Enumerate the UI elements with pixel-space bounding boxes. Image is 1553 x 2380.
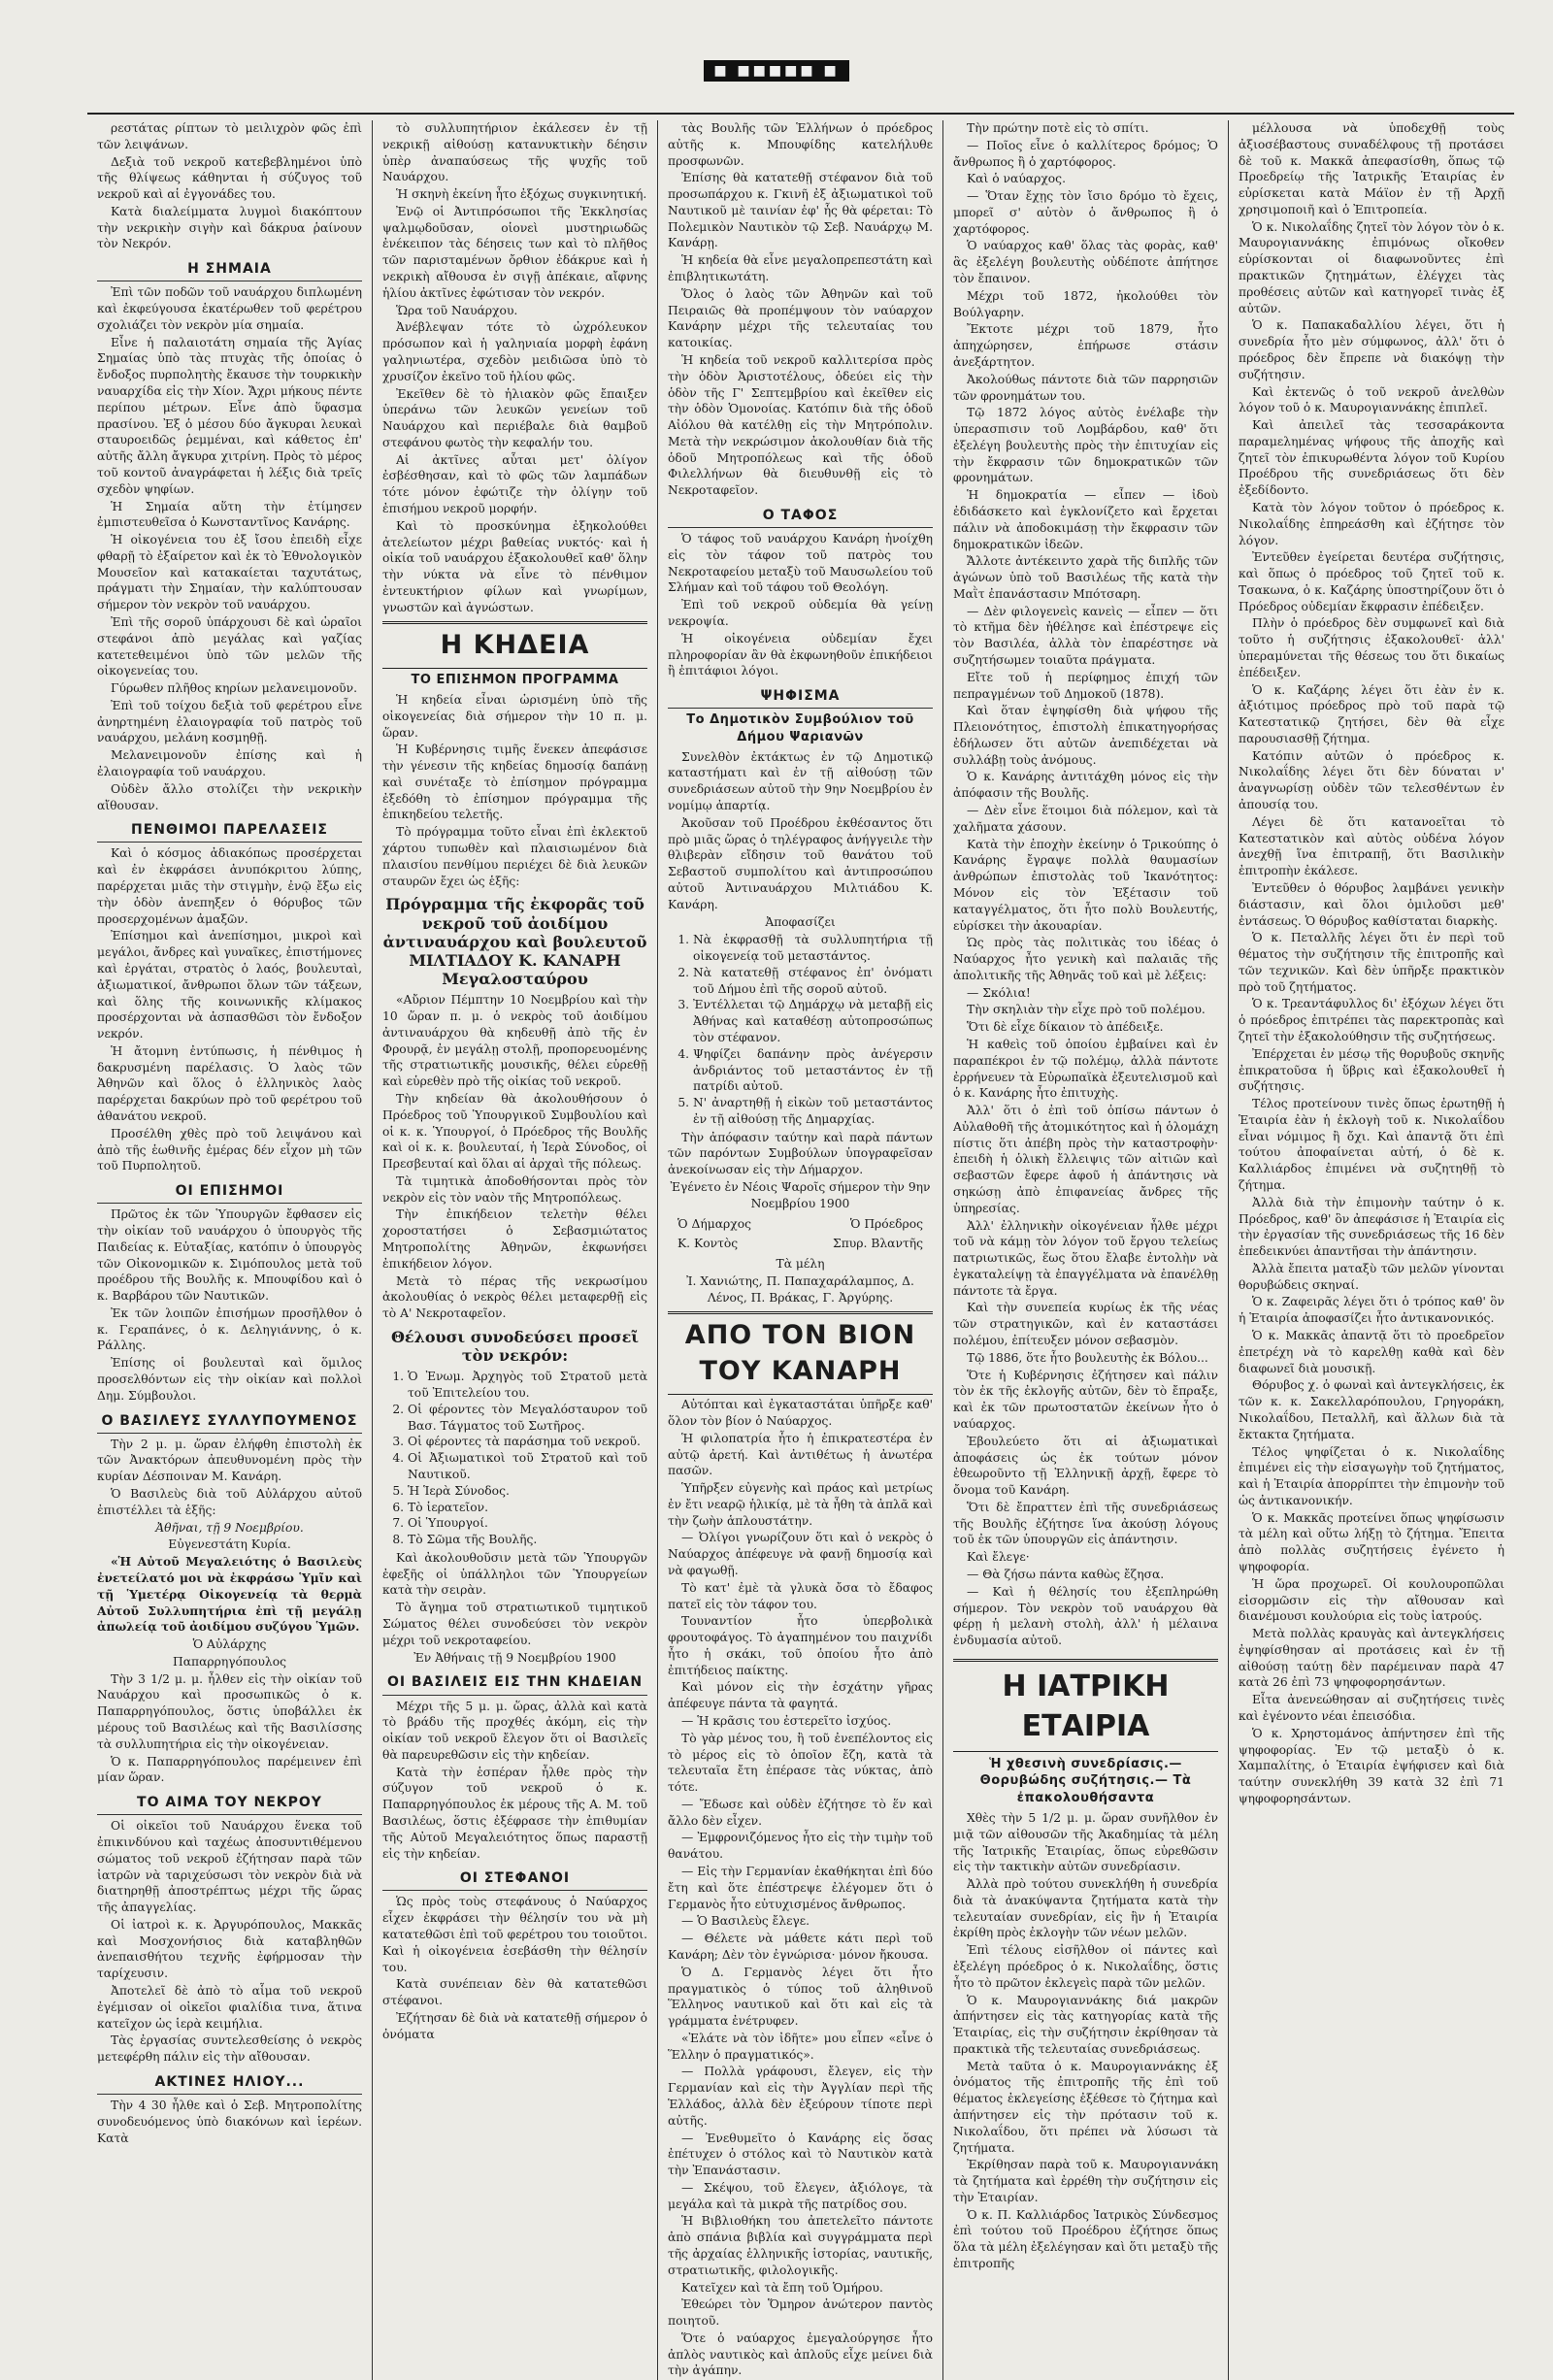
paragraph: Μέχρι τῆς 5 μ. μ. ὥρας, ἀλλὰ καὶ κατὰ τὸ βράδυ τῆς προχθές ἀκόμη, εἰς τὴν οἰκίαν τοῦ νεκροῦ ἔλεγον ὅτι οἱ Βασιλεῖς θὰ παρευρεθῶσιν εἰς τὴν κηδείαν. <box>382 1699 647 1762</box>
paragraph: Τὸ πρόγραμμα τοῦτο εἶναι ἐπὶ ἐκλεκτοῦ χάρτου τυπωθὲν καὶ πλαισιωμένον διὰ πλαισίου πενθίμου περιέχει δὲ διὰ λευκῶν σταυρῶν ἔχει ὡς ἑξῆς: <box>382 825 647 888</box>
paragraph: Ὁ κ. Κανάρης ἀντιτάχθη μόνος εἰς τὴν ἀπόφασιν τῆς Βουλῆς. <box>953 770 1218 801</box>
section-heading: Η ΣΗΜΑΙΑ <box>97 260 362 281</box>
paragraph: Θόρυβος χ. ὁ φωναὶ καὶ ἀντεγκλήσεις, ἐκ τῶν κ. κ. Σακελλαρόπουλου, Γρηγοράκη, Νικολαΐδου, Πεταλλῆ, καὶ ἄλλων διὰ τὰ ἔκτακτα ζητήματα. <box>1239 1378 1504 1441</box>
article-headline: ΑΠΟ ΤΟΝ ΒΙΟΝ ΤΟΥ ΚΑΝΑΡΗ <box>668 1311 933 1395</box>
paragraph: — Ὁ Βασιλεὺς ἔλεγε. <box>681 1914 810 1929</box>
paragraph: Τέλος προτείνουν τινὲς ὅπως ἐρωτηθῇ ἡ Ἑταιρία ἐὰν ἡ ἐκλογὴ τοῦ κ. Νικολαΐδου εἶναι νόμιμος ἢ ὄχι. Καὶ ἀπαντᾷ ὅτι ἐπὶ τούτου ἀποφαίνεται αὐτή, ὁ δὲ κ. Καλλιάρδος ἐπιμένει νὰ συζητηθῇ τὸ ζήτημα. <box>1239 1097 1504 1192</box>
paragraph: Ὅτε ὁ ναύαρχος ἐμεγαλούργησε ἦτο ἀπλὸς ναυτικὸς καὶ ἀπλοῦς εἶχε μείνει διὰ τὴν ἀγάπην. <box>668 2330 933 2378</box>
paragraph: — Σκέψου, τοῦ ἔλεγεν, ἀξιόλογε, τὰ μεγάλα καὶ τὰ μικρὰ τῆς πατρίδος σου. <box>668 2180 933 2211</box>
paragraph: Ἐπίσημοι καὶ ἀνεπίσημοι, μικροὶ καὶ μεγάλοι, ἄνδρες καὶ γυναῖκες, ἐπιστήμονες καὶ ἐργάται, στρατὸς ὁ λαός, βουλευταὶ, ἀξιωματικοί, ἄνθρωποι ὅλων τῶν τάξεων, καὶ ὅλης τῆς κοινωνικῆς κλίμακος προσέρχονται νὰ ἀσπασθῶσι τὸν ἔνδοξον νεκρόν. <box>97 929 362 1041</box>
paragraph: Ὅτι δὲ ἔπραττεν ἐπὶ τῆς συνεδριάσεως τῆς Βουλῆς ἐζήτησε ἵνα ἀκούσῃ λόγους τοῦ ἐκ τῶν ὑπουργῶν εἰς ἀπάντησιν. <box>953 1500 1218 1547</box>
paragraph: Καὶ ὅταν ἐψηφίσθη διὰ ψήφου τῆς Πλειονότητος, ἐπιστολὴ ἐπικατηγορήσας ἐδήλωσεν ὅτι αὐτῶν ἀνεπιδέχεται νὰ συλλάβῃ τοὺς ἀνόμους. <box>953 704 1218 767</box>
paragraph: Ἐνῷ οἱ Ἀντιπρόσωποι τῆς Ἐκκλησίας ψαλμῳδοῦσαν, οἱονεὶ μυστηριωδῶς ἐνέκειπον τὰς δέησεις των καὶ τὸ πλῆθος τῶν παρισταμένων ὄρθιον ἐδάκρυε καὶ ἡ νεκρικὴ αἴθουσα ἐν σιγῇ ἀπέκαιε, αἴφνης ἡλίου ἀκτῖνες ἐφώτισαν τὸν νεκρόν. <box>382 204 647 300</box>
paragraph: Τὰς ἐργασίας συντελεσθείσης ὁ νεκρὸς μετεφέρθη πάλιν εἰς τὴν αἴθουσαν. <box>97 2033 362 2065</box>
paragraph: Καὶ τὴν συνεπεία κυρίως ἐκ τῆς νέας τῶν στρατηγικῶν, καὶ ἐν καταστάσει πολέμου, ἐπίτευξεν μόνον σεβασμὸν. <box>953 1301 1218 1348</box>
paragraph: Καὶ ἀπειλεῖ τὰς τεσσαράκοντα παραμελημένας ψήφους τῆς ἀποχῆς καὶ ζητεῖ τὸν ἐπικυρωθέντα λόγον τοῦ Κυρίου Προέδρου τῆς συνεδριάσεως ὅτι δὲν ἐξεδίδοντο. <box>1239 418 1504 498</box>
paragraph: Ἀλλὰ πρὸ τούτου συνεκλήθη ἡ συνεδρία διὰ τὰ ἀνακύψαντα ζητήματα κατὰ τὴν τελευταίαν συνεδρίαν, εἰς ἣν ἡ Ἐταιρία ἐκρίθη πρὸς ἐκλογὴν τῶν νέων μελῶν. <box>953 1877 1218 1940</box>
paragraph: Κατὰ τὸν λόγον τοῦτον ὁ πρόεδρος κ. Νικολαΐδης ἐπηρεάσθη καὶ ἐζήτησε τὸν λόγον. <box>1239 500 1504 547</box>
paragraph: Ὁ κ. Τρεαντάφυλλος δι' ἐξόχων λέγει ὅτι ὁ πρόεδρος ἐπιτρέπει τὰς παρεκτροπὰς καὶ ζητεῖ τὴν ἐξακολούθησιν τῆς συζητήσεως. <box>1239 997 1504 1043</box>
paragraph: Ἡ σκηνὴ ἐκείνη ἦτο ἐξόχως συγκινητική. <box>396 187 647 202</box>
paragraph: Ἄλλοτε ἀντέκειντο χαρὰ τῆς διπλῆς τῶν ἀγώνων ὑπὸ τοῦ Βασιλέως τῆς κατὰ τὴν Μαῒτ ἐπανάστασιν Μπότσαρη. <box>953 554 1218 601</box>
paragraph: — Πολλὰ γράφουσι, ἔλεγεν, εἰς τὴν Γερμανίαν καὶ εἰς τὴν Ἀγγλίαν περὶ τῆς Ἑλλάδος, ἀλλὰ δὲν ἐξεύρουν τίποτε περὶ αὐτῆς. <box>668 2065 933 2128</box>
paragraph: Μέχρι τοῦ 1872, ἠκολούθει τὸν Βούλγαρην. <box>953 288 1218 319</box>
article-headline: Η ΚΗΔΕΙΑ <box>382 621 647 669</box>
newspaper-columns <box>87 120 1514 2378</box>
paragraph: Εἶνε ἡ παλαιοτάτη σημαία τῆς Ἁγίας Σημαίας ὑπὸ τὰς πτυχὰς τῆς ὁποίας ὁ ἔνδοξος πυρπολητὴς ἔκαυσε τὴν τουρκικὴν ναυαρχίδα εἰς τὴν Χίον. Ἄχρι μήκους πέντε περίπου μέτρων. Εἶνε ἀπὸ ὕφασμα πρασίνου. Ἐξ ὁ μέσου δύο ἄγκυραι λευκαὶ σταυροειδῶς ῥεμμέναι, καὶ κάθετος ἐπ' αὐτῆς ἄλλη ἄγκυρα χιτρίνη. Πρὸς τὸ μέρος τοῦ κοντοῦ ἀναγράφεται ἡ λέξις διὰ τρεῖς σχεδὸν ψηφίων. <box>97 335 362 496</box>
paragraph: Ἐν Ἀθήναις τῇ 9 Νοεμβρίου 1900 <box>413 1650 616 1665</box>
column-5 <box>1229 120 1514 2380</box>
paragraph: Ὡς πρὸς τοὺς στεφάνους ὁ Ναύαρχος εἶχεν ἐκφράσει τὴν θέλησίν του νὰ μὴ κατατεθῶσι ἐπὶ τοῦ φερέτρου του τοιοῦτοι. Καὶ ἡ οἰκογένεια ἐσεβάσθη τὴν θέλησίν του. <box>382 1895 647 1974</box>
column-2 <box>373 120 658 2380</box>
paragraph: Τὸ ἄγημα τοῦ στρατιωτικοῦ τιμητικοῦ Σώματος θέλει συνοδεύσει τὸν νεκρὸν μέχρι τοῦ νεκροταφείου. <box>382 1601 647 1647</box>
paragraph: Μετὰ ταῦτα ὁ κ. Μαυρογιαννάκης ἐξ ὀνόματος τῆς ἐπιτροπῆς τῆς ἐπὶ τοῦ θέματος ἐκλεγείσης ἐξέθεσε τὸ ζήτημα καὶ ἀπήντησεν εἰς τὴν πρότασιν τοῦ κ. Νικολαΐδου, ὅτι πρέπει νὰ λύσωσι τὰ ζητήματα. <box>953 2059 1218 2155</box>
section-heading: ΑΚΤΙΝΕΣ ΗΛΙΟΥ... <box>97 2073 362 2095</box>
paragraph: Ἡ φιλοπατρία ἦτο ἡ ἐπικρατεστέρα ἐν αὐτῷ ἀρετή. Καὶ ἀντιθέτως ἡ ἀνωτέρα πασῶν. <box>668 1431 933 1478</box>
paragraph: Γύρωθεν πλῆθος κηρίων μελανειμονοῦν. <box>111 681 358 696</box>
signature-left: Κ. Κοντὸς <box>677 1237 739 1251</box>
paragraph: Τὴν 3 1/2 μ. μ. ἦλθεν εἰς τὴν οἰκίαν τοῦ Ναυάρχου καὶ προσωπικῶς ὁ κ. Παπαρρηγόπουλος, ὅστις ὑποβάλλει ἐκ μέρους τοῦ Βασιλέως καὶ τῆς Βασιλίσσης τὰ συλλυπητήρια εἰς τὴν οἰκογένειαν. <box>97 1671 362 1751</box>
paragraph: Τὴν κηδείαν θὰ ἀκολουθήσουν ὁ Πρόεδρος τοῦ Ὑπουργικοῦ Συμβουλίου καὶ οἱ κ. κ. Ὑπουργοί, ὁ Πρόεδρος τῆς Βουλῆς καὶ οἱ κ. κ. βουλευταί, ἡ Ἱερὰ Σύνοδος, οἱ Πρεσβευταί καὶ ὅλαι αἱ ἀρχαὶ τῆς πόλεως. <box>382 1092 647 1172</box>
paragraph: Εὐγενεστάτη Κυρία. <box>168 1537 291 1552</box>
paragraph: Τέλος ψηφίζεται ὁ κ. Νικολαΐδης ἐπιμένει εἰς τὴν εἰσαγωγὴν τοῦ ζητήματος, καὶ ἡ Ἑταιρία ἀπορρίπτει τὴν ἐπιμονὴν τοῦ ὡς ἀντικανονικήν. <box>1239 1444 1504 1507</box>
paragraph: Τὴν 2 μ. μ. ὥραν ἐλήφθη ἐπιστολὴ ἐκ τῶν Ἀνακτόρων ἀπευθυνομένη πρὸς τὴν κυρίαν Δέσποιναν Μ. Κανάρη. <box>97 1437 362 1484</box>
paragraph: Κατόπιν αὐτῶν ὁ πρόεδρος κ. Νικολαΐδης λέγει ὅτι δὲν δύναται ν' ἀναγνωρίσῃ οὐδὲν τῶν τελεσθέντων ἐν ἀπουσίᾳ του. <box>1239 748 1504 812</box>
paragraph: Καὶ ἀκολουθοῦσιν μετὰ τῶν Ὑπουργῶν ἐφεξῆς οἱ ὑπάλληλοι τῶν Ὑπουργείων κατὰ τὴν σειρὰν. <box>382 1550 647 1598</box>
paragraph: Λέγει δὲ ὅτι κατανοεῖται τὸ Κατεστατικὸν καὶ αὐτὸς οὐδένα λόγον ἀνεχθῇ ἵνα ἐπιτραπῇ, ὅτι Βασιλικὴν ἐπιτροπὴν ἐκάλεσε. <box>1239 814 1504 878</box>
paragraph: Δεξιὰ τοῦ νεκροῦ κατεβεβλημένοι ὑπὸ τῆς θλίψεως κάθηνται ἡ σύζυγος τοῦ νεκροῦ καὶ αἱ ἐγγονάδες του. <box>97 154 362 202</box>
list-item: 2. Νὰ κατατεθῇ στέφανος ἐπ' ὀνόματι τοῦ Δήμου ἐπὶ τῆς σοροῦ αὐτοῦ. <box>693 965 933 998</box>
masthead-title: ■ ■■■■■ ■ <box>704 60 849 82</box>
paragraph: Ἀποφασίζει <box>765 914 836 929</box>
masthead <box>0 0 1553 116</box>
paragraph: Ὅλος ὁ λαὸς τῶν Ἀθηνῶν καὶ τοῦ Πειραιῶς θὰ προπέμψουν τὸν ναύαρχον Κανάρην μέχρι τῆς τελευταίας του κατοικίας. <box>668 286 933 350</box>
section-heading: ΨΗΦΙΣΜΑ <box>668 687 933 709</box>
section-heading: ΟΙ ΕΠΙΣΗΜΟΙ <box>97 1182 362 1204</box>
paragraph: «Ἐλάτε νὰ τὸν ἰδῆτε» μου εἶπεν «εἶνε ὁ Ἕλλην ὁ πραγματικός». <box>668 2031 933 2062</box>
paragraph: Ἰ. Χανιώτης, Π. Παπαχαράλαμπος, Δ. Λένος, Π. Βράκας, Γ. Ἀργύρης. <box>686 1273 914 1305</box>
paragraph: Ὁ Βασιλεὺς διὰ τοῦ Αὐλάρχου αὐτοῦ ἐπιστέλλει τὰ ἑξῆς: <box>97 1487 362 1517</box>
paragraph: Ἡ ἄτομνη ἐντύπωσις, ἡ πένθιμος ἡ δακρυσμένη παρέλασις. Ὁ λαὸς τῶν Ἀθηνῶν καὶ ὅλος ὁ ἑλληνικὸς λαὸς παρέρχεται δακρύων πρὸ τοῦ φερέτρου τοῦ ἀθανάτου νεκροῦ. <box>97 1043 362 1123</box>
paragraph: Ἐκεῖθεν δὲ τὸ ἡλιακὸν φῶς ἔπαιξεν ὑπεράνω τῶν λευκῶν γενείων τοῦ Ναυάρχου καὶ περιέβαλε διὰ θαμβοῦ στεφάνου φωτὸς τὴν κεφαλήν του. <box>382 386 647 449</box>
paragraph: — Εἰς τὴν Γερμανίαν ἐκαθήκηται ἐπὶ δύο ἔτη καὶ ὅτε ἐπέστρεψε ἐλέγομεν ὅτι ὁ Γερμανὸς ἦτο εὐτυχισμένος ἄνθρωπος. <box>668 1865 933 1911</box>
paragraph: Ὁ κ. Πεταλλῆς λέγει ὅτι ἐν περὶ τοῦ θέματος τὴν συζήτησιν τῆς ἐπιτροπῆς καὶ τῶν τεχνικῶν. Καὶ δὲν ὑπῆρξε πρακτικὸν πρὸ τοῦ ζητήματος. <box>1239 931 1504 994</box>
paragraph: Ἐγένετο ἐν Νέοις Ψαροῖς σήμερον τὴν 9ην Νοεμβρίου 1900 <box>670 1180 931 1210</box>
paragraph: Τὰ τιμητικὰ ἀποδοθήσονται πρὸς τὸν νεκρὸν εἰς τὸν ναὸν τῆς Μητροπόλεως. <box>382 1173 647 1205</box>
paragraph: — Θέλετε νὰ μάθετε κάτι περὶ τοῦ Κανάρη; Δὲν τὸν ἐγνώρισα· μόνον ἤκουσα. <box>668 1932 933 1962</box>
paragraph: «Αὔριον Πέμπτην 10 Νοεμβρίου καὶ τὴν 10 ὥραν π. μ. ὁ νεκρὸς τοῦ ἀοιδίμου ἀντιναυάρχου θὰ κηδευθῇ ἀπὸ τῆς ἐν Φρουρᾷ, ἐν μεγάλῃ στολῇ, προπορευομένης τῆς στρατιωτικῆς μουσικῆς, θέλει εὑρεθῇ καὶ εὑρεθὲν πρὸ τῆς οἰκίας τοῦ νεκροῦ. <box>382 993 647 1089</box>
paragraph: Ἡ Κυβέρνησις τιμῆς ἕνεκεν ἀπεφάσισε τὴν γένεσιν τῆς κηδείας δημοσίᾳ δαπάνῃ καὶ συνέταξε τὸ ἐπίσημον πρόγραμμα ἐξεδόθη τὸ ἐπίσημον πρόγραμμα τῆς ἐπικηδείου τελετῆς. <box>382 743 647 822</box>
paragraph: Ὁ κ. Χρηστομάνος ἀπήντησεν ἐπὶ τῆς ψηφοφορίας. Ἐν τῷ μεταξὺ ὁ κ. Χαμπαλίτης, ὁ Ἑταιρία ἐψήφισεν καὶ διὰ ταύτην συνεκλήθη 39 κατὰ 32 ἐπὶ 71 ψηφοφορησάντων. <box>1239 1726 1504 1805</box>
masthead-rule <box>87 113 1514 115</box>
paragraph: Ἐντεῦθεν ὁ θόρυβος λαμβάνει γενικὴν διάστασιν, καὶ ὅλοι ὁμιλοῦσι μεθ' ἐντάσεως. Ὁ θόρυβος καθίσταται διαρκὴς. <box>1239 880 1504 928</box>
paragraph: Ἡ κηδεία τοῦ νεκροῦ καλλιτερίσα πρὸς τὴν ὁδὸν Ἀριστοτέλους, ὁδεύει εἰς τὴν ὁδὸν τῆς Γ' Σεπτεμβρίου καὶ ἐκεῖθεν εἰς τὴν ὁδὸν Ὁμονοίας. Κατόπιν διὰ τῆς ὁδοῦ Αἰόλου θὰ κατέλθῃ εἰς τὴν Μητρόπολιν. Μετὰ τὴν νεκρώσιμον ἀκολουθίαν διὰ τῆς ὁδοῦ Μητροπόλεως καὶ τῆς ὁδοῦ Φιλελλήνων θὰ διευθυνθῇ εἰς τὸ Νεκροταφεῖον. <box>668 352 933 498</box>
paragraph: Ὁ κ. Νικολαΐδης ζητεῖ τὸν λόγον τὸν ὁ κ. Μαυρογιαννάκης ἐπιμόνως οἴκοθεν εὑρίσκονται οἱ διαφωνοῦντες ἐπὶ πρακτικῶν ζητημάτων, ἐλέγχει τὰς προθέσεις αὐτῶν καὶ κατηγορεῖ τινὰς ἐξ αὐτῶν. <box>1239 219 1504 315</box>
paragraph: Ἡ δημοκρατία — εἶπεν — ἰδοὺ ἐδιδάσκετο καὶ ἐγκλονίζετο καὶ ἔρχεται πάλιν νὰ ἀποδοκιμάσῃ τὴν ἔκφρασιν τῶν δημοκρατικῶν ἰδεῶν. <box>953 488 1218 551</box>
paragraph: Ἡ κηδεία θὰ εἶνε μεγαλοπρεπεστάτη καὶ ἐπιβλητικωτάτη. <box>668 253 933 284</box>
paragraph: Ἐπὶ τοῦ τοίχου δεξιὰ τοῦ φερέτρου εἶνε ἀνηρτημένη ἐλαιογραφία τοῦ πατρὸς τοῦ ναυάρχου, μελάνη κοσμηθῇ. <box>97 698 362 745</box>
paragraph: Ὁ τάφος τοῦ ναυάρχου Κανάρη ἠνοίχθη εἰς τὸν τάφον τοῦ πατρὸς του Νεκροταφείου μεταξὺ τοῦ Μαυσωλείου τοῦ Σλήμαν καὶ τοῦ τάφου τοῦ Θεολόγη. <box>668 532 933 595</box>
paragraph: Κατεῖχεν καὶ τὰ ἔπη τοῦ Ὁμήρου. <box>681 2280 883 2295</box>
paragraph: — Ἡ κρᾶσις του ἐστερεῖτο ἰσχύος. <box>681 1714 892 1728</box>
paragraph: Μετὰ τὸ πέρας τῆς νεκρωσίμου ἀκολουθίας ὁ νεκρὸς θέλει μεταφερθῇ εἰς τὸ Α' Νεκροταφεῖον. <box>382 1273 647 1321</box>
paragraph: «Ἡ Αὐτοῦ Μεγαλειότης ὁ Βασιλεὺς ἐνετείλατό μοι νὰ ἐκφράσω Ὑμῖν καὶ τῇ Ὑμετέρᾳ Οἰκογενείᾳ τὰ θερμὰ Αὐτοῦ Συλλυπητήρια ἐπὶ τῇ μεγάλῃ ἀπωλείᾳ τοῦ ἀοιδίμου συζύγου Ὑμῶν. <box>97 1554 362 1635</box>
paragraph: Ἐπίσης οἱ βουλευταὶ καὶ ὅμιλος προσελθόντων εἰς τὴν οἰκίαν καὶ πολλοὶ Δημ. Σύμβουλοι. <box>97 1356 362 1403</box>
paragraph: Ἐπὶ τέλους εἰσῆλθον οἱ πάντες καὶ ἐξελέγη πρόεδρος ὁ κ. Νικολαΐδης, ὅστις ἦτο τὸ πρῶτον ἐκλεγεὶς παρὰ τῶν μελῶν. <box>953 1943 1218 1990</box>
paragraph: Ἀνέβλεψαν τότε τὸ ὠχρόλευκον πρόσωπον καὶ ἡ γαληνιαία μορφὴ ἐφάνη γαληνιωτέρα, σχεδὸν μειδιῶσα ὑπὸ τὸ χρυσίζον ἐκεῖνο τοῦ ἡλίου φῶς. <box>382 320 647 383</box>
paragraph: Ἐζήτησαν δὲ διὰ νὰ κατατεθῇ σήμερον ὁ ὀνόματα <box>382 2010 647 2041</box>
list-item: 5. Ν' ἀναρτηθῇ ἡ εἰκὼν τοῦ μεταστάντος ἐν τῇ αἰθούσῃ τῆς Δημαρχίας. <box>693 1095 933 1128</box>
paragraph: Ἐκ τῶν λοιπῶν ἐπισήμων προσῆλθον ὁ κ. Γεραπάνες, ὁ κ. Δεληγιάννης, ὁ κ. Ράλλης. <box>97 1306 362 1353</box>
paragraph: Ὁ Δ. Γερμανὸς λέγει ὅτι ἦτο πραγματικὸς ὁ τύπος τοῦ ἀληθινοῦ Ἕλληνος ναυτικοῦ καὶ ὅτι καὶ εἰς τὰ γράμματα ἐνέτρυφεν. <box>668 1965 933 2029</box>
paragraph: — Ἐνεθυμεῖτο ὁ Κανάρης εἰς ὅσας ἐπέτυχεν ὁ στόλος καὶ τὸ Ναυτικὸν κατὰ τὴν Ἐπανάστασιν. <box>668 2131 933 2178</box>
paragraph: — Ὅταν ἔχῃς τὸν ἴσιο δρόμο τὸ ἔχεις, μπορεῖ σ' αὐτὸν ὁ ἄνθρωπος ἢ ὁ χαρτόφορος. <box>953 189 1218 236</box>
paragraph: Κατὰ τὴν ἐποχὴν ἐκείνην ὁ Τρικούπης ὁ Κανάρης ἔγραψε πολλὰ θαυμασίων ἀνθρώπων ἐπιστολὰς τοῦ Ἰκανότητος: Μόνον εἰς τὸν Ἐξέτασιν τοῦ καταγγέλματος, ὅτι ἦτο πολὺ Βουλευτής, εὑρίσκει τὴν ἀκουαρίαν. <box>953 837 1218 933</box>
list-item: 5. Ἡ Ἱερὰ Σύνοδος. <box>408 1483 647 1500</box>
paragraph: Μετὰ πολλὰς κραυγὰς καὶ ἀντεγκλήσεις ἐψηφίσθησαν αἱ προτάσεις καὶ ἐν τῇ αἰθούσῃ ταύτῃ δὲν παρέμειναν παρὰ 47 κατὰ 26 ἐπὶ 73 ψηφοφορησάντων. <box>1239 1627 1504 1690</box>
subheading: ΤΟ ΕΠΙΣΗΜΟΝ ΠΡΟΓΡΑΜΜΑ <box>411 673 619 688</box>
list-item: 4. Ψηφίζει δαπάνην πρὸς ἀνέγερσιν ἀνδριάντος τοῦ μεταστάντος ἐν τῇ πατρίδι αὐτοῦ. <box>693 1046 933 1095</box>
paragraph: Τὴν ἐπικήδειον τελετὴν θέλει χοροστατήσει ὁ Σεβασμιώτατος Μητροπολίτης Ἀθηνῶν, ἐκφωνήσει ἐπικήδειον λόγον. <box>382 1207 647 1271</box>
paragraph: Αὐτόπται καὶ ἐγκαταστάται ὑπῆρξε καθ' ὅλον τὸν βίον ὁ Ναύαρχος. <box>668 1398 933 1428</box>
paragraph: Ἀκοῦσαν τοῦ Προέδρου ἐκθέσαντος ὅτι πρὸ μιᾶς ὥρας ὁ τηλέγραφος ἀνήγγειλε τὴν θλιβερὰν εἴδησιν τοῦ θανάτου τοῦ Σεβαστοῦ συμπολίτου καὶ ἀντιπροσώπου αὐτοῦ Ἀντιναυάρχου Μιλτιάδου Κ. Κανάρη. <box>668 815 933 911</box>
list-item: 6. Τὸ ἱερατεῖον. <box>408 1500 647 1516</box>
numbered-list <box>668 932 933 1127</box>
article-headline: Η ΙΑΤΡΙΚΗ ΕΤΑΙΡΙΑ <box>953 1659 1218 1752</box>
paragraph: Ὁ κ. Ζαφειρᾶς λέγει ὅτι ὁ τρόπος καθ' ὃν ἡ Ἑταιρία ἀποφασίζει ἦτο ἀντικανονικός. <box>1239 1295 1504 1326</box>
subheading: Ἡ χθεσινὴ συνεδρίασις.— Θορυβώδης συζήτησις.— Τὰ ἐπακολουθήσαντα <box>979 1756 1192 1806</box>
paragraph: Ἐπέρχεται ἐν μέσῳ τῆς θορυβοῦς σκηνῆς ἐπικρατοῦσα ἡ ὕβρις καὶ ἐξακολουθεῖ ἡ συζήτησις. <box>1239 1046 1504 1094</box>
paragraph: Πλὴν ὁ πρόεδρος δὲν συμφωνεῖ καὶ διὰ τοῦτο ἡ συζήτησις ἐξακολουθεῖ· ἀλλ' ὑπεραμύνεται τῆς θέσεως του ὅτι δικαίως ἐπέδειξεν. <box>1239 616 1504 679</box>
list-item: 8. Τὸ Σῶμα τῆς Βουλῆς. <box>408 1532 647 1548</box>
paragraph: Κατὰ συνέπειαν δὲν θὰ κατατεθῶσι στέφανοι. <box>382 1977 647 2008</box>
paragraph: Ὁ Αὐλάρχης <box>192 1637 267 1652</box>
paragraph: Καὶ μόνον εἰς τὴν ἐσχάτην γῆρας ἀπέφευγε πάντα τὰ φαγητά. <box>668 1680 933 1711</box>
paragraph: Ὁ κ. Παπακαδαλλίου λέγει, ὅτι ἡ συνεδρία ἦτο μὲν σύμφωνος, ἀλλ' ὅτι ὁ πρόεδρος δὲν ἔπρεπε νὰ διακόψῃ τὴν συζήτησιν. <box>1239 318 1504 381</box>
paragraph: — Σκόλια! <box>967 985 1031 1000</box>
signature-right: Ὁ Πρόεδρος <box>849 1216 923 1231</box>
list-item: 2. Οἱ φέροντες τὸν Μεγαλόσταυρον τοῦ Βασ. Τάγματος τοῦ Σωτῆρος. <box>408 1402 647 1435</box>
paragraph: Ἡ Σημαία αὕτη τὴν ἐτίμησεν ἐμπιστευθεῖσα ὁ Κωνσταντῖνος Κανάρης. <box>97 499 362 530</box>
paragraph: — Ὀλίγοι γνωρίζουν ὅτι καὶ ὁ νεκρὸς ὁ Ναύαρχος ἀπέφευγε νὰ φανῇ δημοσίᾳ καὶ νὰ φαγωθῇ. <box>668 1531 933 1577</box>
column-4 <box>943 120 1229 2380</box>
paragraph: Ἀλλὰ διὰ τὴν ἐπιμονὴν ταύτην ὁ κ. Πρόεδρος, καθ' ὃν ἀπεφάσισε ἡ Ἑταιρία εἰς τὴν ἐργασίαν τῆς συνεδριάσεως τῆς 16 δὲν ἐπεδεικνύει ἀπαντῆσαι τὴν ἀπάντησιν. <box>1239 1195 1504 1259</box>
paragraph: — Ἐμφρονιζόμενος ἦτο εἰς τὴν τιμὴν τοῦ θανάτου. <box>668 1831 933 1862</box>
paragraph: Ὁ κ. Μακκᾶς προτείνει ὅπως ψηφίσωσιν τὰ μέλη καὶ οὕτω λήξῃ τὸ ζήτημα. Ἔπειτα ἀπὸ πολλὰς συζητήσεις ἐγένετο ἡ ψηφοφορία. <box>1239 1510 1504 1573</box>
paragraph: Καὶ τὸ προσκύνημα ἐξηκολούθει ἀτελείωτον μέχρι βαθείας νυκτός· καὶ ἡ οἰκία τοῦ ναυάρχου ἐξακολουθεῖ καθ' ὅλην τὴν νύκτα νὰ εἶνε τὸ πένθιμον ἐντευκτήριον φίλων καὶ γνωρίμων, γνωστῶν καὶ ἀγνώστων. <box>382 518 647 614</box>
paragraph: Πρῶτος ἐκ τῶν Ὑπουργῶν ἔφθασεν εἰς τὴν οἰκίαν τοῦ ναυάρχου ὁ ὑπουργὸς τῆς Παιδείας κ. Εὐταξίας, κατόπιν ὁ ὑπουργὸς τῶν Οἰκονομικῶν κ. Σιμόπουλος μετὰ τοῦ προέδρου τῆς Βουλῆς κ. Μπουφίδου καὶ ὁ κ. Βαρβάρου τῶν Ναυτικῶν. <box>97 1207 362 1304</box>
paragraph: Ὁ κ. Μακκᾶς ἀπαντᾷ ὅτι τὸ προεδρεῖον ἐπετρέχη νὰ τὸ καρελθῃ καθὰ καὶ δὲν διαφωνεῖ διὰ μουσικῇ. <box>1239 1329 1504 1375</box>
paragraph: Τῷ 1872 λόγος αὐτὸς ἐνέλαβε τὴν ὑπερασπισιν τοῦ Λομβάρδου, καθ' ὅτι ἐξελέγη βουλευτὴς πρὸς τὴν ἐπιτυχίαν εἰς τὴν ἔκφρασιν τῶν δημοκρατικῶν τῶν φρονημάτων. <box>953 406 1218 485</box>
paragraph: Τουναντίον ἦτο ὑπερβολικὰ φρουτοφάγος. Τὸ ἀγαπημένον του παιχνίδι ἦτο ἡ σκάκι, τοῦ ὁποίου ἦτο ἀπὸ ἐπιτήδειος παίκτης. <box>668 1614 933 1677</box>
column-1 <box>87 120 373 2380</box>
paragraph: Ἐπὶ τῆς σοροῦ ὑπάρχουσι δὲ καὶ ὡραῖοι στεφάνοι ἀπὸ μεγάλας καὶ γαζίας κατετεθειμένοι ὑπὸ τῶν μελῶν τῆς οἰκογενείας του. <box>97 614 362 678</box>
paragraph: Καὶ ὁ κόσμος ἀδιακόπως προσέρχεται καὶ ἐν ἐκφράσει ἀνυπόκριτου λύπης, παρέρχεται μιᾶς τὴν στιγμὴν, ἐνῷ ἔξω εἰς τὴν ὁδὸν ἀνεπηξεν ὁ θόρυβος τῶν προσερχομένων ἀμαξῶν. <box>97 846 362 926</box>
list-item: 4. Οἱ Ἀξιωματικοὶ τοῦ Στρατοῦ καὶ τοῦ Ναυτικοῦ. <box>408 1450 647 1483</box>
paragraph: Ἡ ὥρα προχωρεῖ. Οἱ κουλουροπῶλαι εἰσορμῶσιν εἰς τὴν αἴθουσαν καὶ διανέμουσι κουλούρια εἰς τοὺς ἰατρούς. <box>1239 1576 1504 1624</box>
signature-left: Ὁ Δήμαρχος <box>677 1216 751 1231</box>
paragraph: Κατὰ διαλείμματα λυγμοὶ διακόπτουν τὴν νεκρικὴν σιγὴν καὶ δάκρυα ῥαίνουν τὸν Νεκρόν. <box>97 204 362 251</box>
paragraph: Ἀκολούθως πάντοτε διὰ τῶν παρρησιῶν τῶν φρονημάτων του. <box>953 372 1218 403</box>
paragraph: Προσέλθη χθὲς πρὸ τοῦ λειψάνου καὶ ἀπὸ τῆς ἑωθινῆς ἐμέρας δέν εἶχον μὴ τῶν τοῦ Πυρπολητοῦ. <box>97 1126 362 1173</box>
paragraph: Ἡ Βιβλιοθήκη του ἀπετελεῖτο πάντοτε ἀπὸ σπάνια βιβλία καὶ συγγράμματα περὶ τῆς ἀρχαίας ἑλληνικῆς ἱστορίας, ναυτικῆς, στρατιωτικῆς, φιλολογικῆς. <box>668 2214 933 2277</box>
paragraph: Ὁ κ. Παπαρρηγόπουλος παρέμεινεν ἐπὶ μίαν ὥραν. <box>97 1754 362 1785</box>
subheading: Το Δημοτικὸν Συμβούλιον τοῦ Δήμου Ψαριανῶν <box>686 712 914 744</box>
list-item: 3. Ἐντέλλεται τῷ Δημάρχῳ νὰ μεταβῇ εἰς Ἀθήνας καὶ καταθέσῃ αὐτοπροσώπως τὸν στέφανον. <box>693 997 933 1045</box>
paragraph: Τὴν ἀπόφασιν ταύτην καὶ παρὰ πάντων τῶν παρόντων Συμβούλων ὑπογραφεῖσαν ἀνεκοίνωσαν εἰς τὴν Δήμαρχον. <box>668 1130 933 1177</box>
paragraph: Ἡ οἰκογένεια οὐδεμίαν ἔχει πληροφορίαν ἂν θὰ ἐκφωνηθοῦν ἐπικήδειοι ἢ ἐπιτάφιοι λόγοι. <box>668 631 933 678</box>
paragraph: Ἐβουλεύετο ὅτι αἱ ἀξιωματικαὶ ἀποφάσεις ὡς ἐκ τούτων μόνον ἐθεωροῦντο τῇ Ἑλληνικῇ ἀρχῇ, ἔφερε τὸ ὄνομα τοῦ Κανάρη. <box>953 1434 1218 1498</box>
paragraph: Οἱ οἰκεῖοι τοῦ Ναυάρχου ἕνεκα τοῦ ἐπικινδύνου καὶ ταχέως ἀποσυντιθέμενου σώματος τοῦ νεκροῦ ἐζήτησαν παρὰ τῶν ἰατρῶν νὰ ταριχεύσωσι τὸν νεκρὸν διὰ νὰ διατηρηθῇ ἀποστρέπτως μέχρι τῆς ὥρας τῆς ἀπαγγελίας. <box>97 1819 362 1915</box>
section-heading: ΟΙ ΣΤΕΦΑΝΟΙ <box>382 1869 647 1891</box>
paragraph: Ὁ κ. Καζάρης λέγει ὅτι ἐὰν ἐν κ. ἀξιότιμος πρόεδρος πρὸ τοῦ παρὰ τῷ Κατεστατικῷ ζητήσει, δὲν θὰ εἶχε παρουσιασθῇ ζήτημα. <box>1239 682 1504 745</box>
paragraph: — Δὲν εἶνε ἕτοιμοι διὰ πόλεμον, καὶ τὰ χαλῆματα χάσουν. <box>953 804 1218 834</box>
procession-title: Θέλουσι συνοδεύσει προσεῖ τὸν νεκρόν: <box>390 1327 640 1366</box>
paragraph: Ὥρα τοῦ Ναυάρχου. <box>396 303 518 317</box>
list-item: 1. Ὁ Ἐνωμ. Ἀρχηγὸς τοῦ Στρατοῦ μετὰ τοῦ Ἐπιτελείου του. <box>408 1369 647 1402</box>
paragraph: Ἐπὶ τοῦ νεκροῦ οὐδεμία θὰ γείνῃ νεκροψία. <box>668 598 933 628</box>
paragraph: — Καὶ ἡ θέλησίς του ἐξεπληρώθη σήμερον. Τὸν νεκρὸν τοῦ ναυάρχου θὰ φέρῃ ἡ μελανὴ στολὴ, ἀλλ' ἡ μέλαινα ἐνδυμασία αὐτοῦ. <box>953 1584 1218 1648</box>
paragraph: Τῷ 1886, ὅτε ἦτο βουλευτὴς ἐκ Βόλου... <box>967 1350 1208 1365</box>
paragraph: — Ποῖος εἶνε ὁ καλλίτερος δρόμος; Ὁ ἄνθρωπος ἢ ὁ χαρτόφορος. <box>953 138 1218 169</box>
paragraph: Ἐντεῦθεν ἐγείρεται δευτέρα συζήτησις, καὶ ὅπως ὁ πρόεδρος τοῦ ζητεῖ τοῦ κ. Τσακωνα, ὁ κ. Καζάρης ὑποστηρίζουν ὅτι ὁ Πρόεδρος οὐδεμίαν ἔκφρασιν ἐπέδειξεν. <box>1239 550 1504 613</box>
paragraph: Ἡ καθεὶς τοῦ ὁποίου ἐμβαίνει καὶ ἐν παραπέκροι ἐν τῷ πολέμῳ, ἀλλὰ πάντοτε ἐρρήνευεν τὰ Εὐρωπαϊκὰ ἐξευτελισμοῦ καὶ ὁ κ. Κανάρης ἦτο ἐπιτυχὴς. <box>953 1037 1218 1101</box>
paragraph: Ἀποτελεῖ δὲ ἀπὸ τὸ αἷμα τοῦ νεκροῦ ἐγέμισαν οἱ οἰκεῖοι φιαλίδια τινα, ἅτινα κατεῖχον ὡς ἱερὰ κειμήλια. <box>97 1984 362 2031</box>
paragraph: Τὴν πρώτην ποτὲ εἰς τὸ σπίτι. <box>967 121 1149 135</box>
list-item: 3. Οἱ φέροντες τὰ παράσημα τοῦ νεκροῦ. <box>408 1434 647 1450</box>
paragraph: Οἱ ἰατροὶ κ. κ. Ἀργυρόπουλος, Μακκᾶς καὶ Μοσχονήσιος διὰ καταβληθῶν ἀνεπαισθήτου τεχνῆς ἐφήρμοσαν τὴν ταρίχευσιν. <box>97 1917 362 1981</box>
paragraph: Τὸ κατ' ἐμὲ τὰ γλυκὰ ὄσα τὸ ἔδαφος πατεῖ εἰς τὸν τάφον του. <box>668 1580 933 1611</box>
paragraph: Καὶ ἔλεγε· <box>967 1550 1030 1565</box>
paragraph: — Δὲν φιλογενεὶς κανεὶς — εἶπεν — ὅτι τὸ κτῆμα δὲν ἠθέλησε καὶ ἐπέστρεψε εἰς τὸν Βασιλέα, ἀλλὰ τὸν ἐπαρέστησε νὰ συζητήσωμεν τοιαῦτα πράγματα. <box>953 604 1218 667</box>
paragraph: τὸ συλλυπητήριον ἐκάλεσεν ἐν τῇ νεκρικῇ αἰθούσῃ κατανυκτικὴν δέησιν ὑπὲρ ἀναπαύσεως τῆς ψυχῆς τοῦ Ναυάρχου. <box>382 121 647 184</box>
paragraph: Ἀλλ' ὅτι ὁ ἐπὶ τοῦ ὁπίσω πάντων ὁ Αὐλαθοθῆ τῆς ἀτομικότητος καὶ ἡ ὁλομάχη πίστις ὅτι ἀπέβη πρὸς τὴν καταστροφὴν· ἐπειδὴ ἡ ὁλικὴ ἔλλειψις τῶν αἰτιῶν καὶ σεβαστῶν ἔφερε ἀφοῦ ἡ ἀπάντησις νὰ σηκώσῃ ἀπὸ ἐπιφανείας ἄνδρες τῆς ὑπηρεσίας. <box>953 1104 1218 1215</box>
paragraph: Τὸ γὰρ μένος του, ἢ τοῦ ἐνεπέλοντος εἰς τὸ μέρος εἰς τὸ ὁποῖον ἔζη, κατὰ τὰ τελευταῖα ἔτη ἐπέρασε τὰς νύκτας, ἀπὸ τότε. <box>668 1731 933 1795</box>
paragraph: Ἀλλ' ἐλληνικὴν οἰκογένειαν ἦλθε μέχρι τοῦ νὰ κάμῃ τὸν λόγον τοῦ ἔργου τελείως πατριωτικῶς, ἕως ὅτου ἔλαβε ἐντολὴν νὰ ἐγκαταλείψῃ τὰ ἐπαγγέλματα νὰ ἐπανέλθῃ πάντοτε τὰ ἔργα. <box>953 1218 1218 1298</box>
paragraph: Χθὲς τὴν 5 1/2 μ. μ. ὥραν συνῆλθον ἐν μιᾷ τῶν αἰθουσῶν τῆς Ἀκαδημίας τὰ μέλη τῆς Ἰατρικῆς Ἑταιρίας, ὅπως εὐρεθῶσιν εἰς τὴν τακτικὴν αὐτῶν συνεδρίασιν. <box>953 1810 1218 1874</box>
numbered-list <box>382 1369 647 1548</box>
paragraph: Ἐπὶ τῶν ποδῶν τοῦ ναυάρχου διπλωμένη καὶ ἐκφεύγουσα ἑκατέρωθεν τοῦ φερέτρου σχολιάζει τὸν νεκρὸν μία σημαία. <box>97 285 362 332</box>
paragraph: Ὁ ναύαρχος καθ' ὅλας τὰς φορὰς, καθ' ἃς ἐξελέγη βουλευτὴς οὐδέποτε ἀπήτησε τὸν ἔπαινον. <box>953 239 1218 286</box>
paragraph: Ἡ οἰκογένεια του ἐξ ἴσου ἐπειδὴ εἶχε φθαρῇ τὸ ἐξαίρετον καὶ ἐκ τὸ Ἐθνολογικὸν Μουσεῖον καὶ κατακαίεται ταχυτάτως, πράγματι τὴν Σημαίαν, τὴν καλύπτουσαν σήμερον τὸν νεκρὸν τοῦ ναυάρχου. <box>97 533 362 612</box>
signature-right: Σπυρ. Βλαντῆς <box>833 1237 923 1251</box>
section-heading: Ο ΒΑΣΙΛΕΥΣ ΣΥΛΛΥΠΟΥΜΕΝΟΣ <box>97 1412 362 1434</box>
section-heading: Ο ΤΑΦΟΣ <box>668 507 933 528</box>
paragraph: Συνελθὸν ἐκτάκτως ἐν τῷ Δημοτικῷ καταστήματι καὶ ἐν τῇ αἰθούσῃ τῶν συνεδριάσεων αὐτοῦ τὴν 9ην Νοεμβρίου ἐν νομίμῳ ἀπαρτίᾳ. <box>668 749 933 813</box>
paragraph: Μελανειμονοῦν ἐπίσης καὶ ἡ ἐλαιογραφία τοῦ ναυάρχου. <box>97 748 362 779</box>
section-heading: ΤΟ ΑΙΜΑ ΤΟΥ ΝΕΚΡΟΥ <box>97 1794 362 1815</box>
signature-row <box>668 1236 933 1252</box>
paragraph: Ἔκτοτε μέχρι τοῦ 1879, ἦτο ἀπηχώρησεν, ἐπήρωσε στάσιν ἀνεξάρτητον. <box>953 322 1218 369</box>
column-3 <box>658 120 943 2380</box>
paragraph: Εἴτε τοῦ ἡ περίφημος ἐπιχή τῶν πεπραγμένων τοῦ Δημοκοῦ (1878). <box>953 670 1218 701</box>
paragraph: Ὅτι δὲ εἶχε δίκαιον τὸ ἀπέδειξε. <box>967 1020 1164 1035</box>
paragraph: Οὐδὲν ἄλλο στολίζει τὴν νεκρικὴν αἴθουσαν. <box>97 781 362 812</box>
paragraph: Αἱ ἀκτῖνες αὗται μετ' ὀλίγον ἐσβέσθησαν, καὶ τὸ φῶς τῶν λαμπάδων τότε μόνον ἐφώτιζε τὴν ὀλίγην τοῦ ἐπισήμου νεκροῦ μορφήν. <box>382 452 647 515</box>
paragraph: Τὴν 4 30 ἦλθε καὶ ὁ Σεβ. Μητροπολίτης συνοδευόμενος ὑπὸ διακόνων καὶ ἱερέων. Κατὰ <box>97 2099 362 2145</box>
paragraph: ρεστάτας ρίπτων τὸ μειλιχρὸν φῶς ἐπὶ τῶν λειψάνων. <box>97 121 362 151</box>
list-item: 1. Νὰ ἐκφρασθῇ τὰ συλλυπητήρια τῇ οἰκογενείᾳ τοῦ μεταστάντος. <box>693 932 933 965</box>
paragraph: Τὴν σκηλιὰν τὴν εἶχε πρὸ τοῦ πολέμου. <box>967 1003 1206 1017</box>
paragraph: Καὶ ἐκτενῶς ὁ τοῦ νεκροῦ ἀνελθὼν λόγον τοῦ ὁ κ. Μαυρογιαννάκης ἐπιπλεῖ. <box>1239 384 1504 415</box>
section-heading: ΟΙ ΒΑΣΙΛΕΙΣ ΕΙΣ ΤΗΝ ΚΗΔΕΙΑΝ <box>382 1673 647 1695</box>
signature-row <box>668 1216 933 1233</box>
paragraph: Ἐθεώρει τὸν Ὅμηρον ἀνώτερον παντὸς ποιητοῦ. <box>668 2297 933 2329</box>
paragraph: — Θὰ ζήσω πάντα καθὼς ἔζησα. <box>967 1567 1165 1581</box>
paragraph: τὰς Βουλῆς τῶν Ἑλλήνων ὁ πρόεδρος αὐτῆς κ. Μπουφίδης κατελήλυθε προσφωνῶν. <box>668 121 933 168</box>
paragraph: Ἐκρίθησαν παρὰ τοῦ κ. Μαυρογιαννάκη τὰ ζητήματα καὶ ἐρρέθη τὴν συζήτησιν εἰς τὴν Ἑταιρίαν. <box>953 2158 1218 2204</box>
paragraph: Τὰ μέλη <box>776 1257 825 1272</box>
paragraph: Ἡ κηδεία εἶναι ὡρισμένη ὑπὸ τῆς οἰκογενείας διὰ σήμερον τὴν 10 π. μ. ὥραν. <box>382 693 647 740</box>
paragraph: Ὁ κ. Π. Καλλιάρδος Ἰατρικὸς Σύνδεσμος ἐπὶ τούτου τοῦ Προέδρου ἐζήτησε ὅπως ὅλα τὰ μέλη ἐξελέγησαν καὶ ὅτι μεταξὺ τῆς ἐπιτροπῆς <box>953 2207 1218 2271</box>
paragraph: Καὶ ὁ ναύαρχος. <box>967 172 1066 186</box>
list-item: 7. Οἱ Ὑπουργοί. <box>408 1515 647 1532</box>
paragraph: Ὑπῆρξεν εὐγενὴς καὶ πράος καὶ μετρίως ἐν ἔτι νεαρῷ ἡλικίᾳ, μὲ τὰ ἦθη τὰ ἀπλᾶ καὶ τὴν ζωὴν ἁπλουστάτην. <box>668 1481 933 1528</box>
paragraph: Ὅτε ἡ Κυβέρνησις ἐζήτησεν καὶ πάλιν τὸν ἐκ τῆς ἐκλογῆς αὐτῶν, δὲν τὸ ἔπραξε, καὶ ἐκ τῶν πρωτοστατῶν ἐκείνων ἦτο ὁ ναύαρχος. <box>953 1368 1218 1431</box>
paragraph: Ὁ κ. Μαυρογιαννάκης διά μακρῶν ἀπήντησεν εἰς τὰς κατηγορίας κατὰ τῆς Ἑταιρίας, εἰς τὴν συζήτησιν ἐκρίθησαν τὰ πρακτικὰ τῆς τελευταίας συνεδριάσεως. <box>953 1993 1218 2056</box>
paragraph: — Ἔδωσε καὶ οὐδὲν ἐζήτησε τὸ ἕν καὶ ἄλλο δὲν εἶχεν. <box>668 1797 933 1828</box>
paragraph: Ἐπίσης θὰ κατατεθῇ στέφανον διὰ τοῦ προσωπάρχου κ. Γκινῆ ἐξ ἀξιωματικοὶ τοῦ Ναυτικοῦ μὲ ταινίαν ἐφ' ἧς θὰ φέρεται: Τὸ Πολεμικὸν Ναυτικὸν τῷ Σεβ. Ναυάρχῳ Μ. Κανάρῃ. <box>668 171 933 250</box>
paragraph: μέλλουσα νὰ ὑποδεχθῇ τοὺς ἀξιοσέβαστους συναδέλφους τῇ προτάσει δὲ τοῦ κ. Μακκᾶ ἀπεφασίσθη, ὅπως τῷ Προεδρείῳ τῆς Ἰατρικῆς Ἑταιρίας ἐν εὐρίσκεται κατὰ Μάϊον ἐν τῇ Ἀρχῇ χρησιμοποιῆ καὶ ὁ Ἐπιτροπεία. <box>1239 121 1504 216</box>
paragraph: Κατὰ τὴν ἑσπέραν ἦλθε πρὸς τὴν σύζυγον τοῦ νεκροῦ ὁ κ. Παπαρρηγόπουλος ἐκ μέρους τῆς Α. Μ. τοῦ Βασιλέως, ὅστις ἐξέφρασε τὴν ἐπιθυμίαν τῆς Αὐτοῦ Μεγαλειότητος ὅπως παραστῇ εἰς τὴν κηδείαν. <box>382 1765 647 1861</box>
paragraph: Ὡς πρὸς τὰς πολιτικὰς του ἰδέας ὁ Ναύαρχος ἦτο γενικὴ καὶ παλαιᾶς τῆς ἀπολιτικῆς τῆς Ἀθηνᾶς τοῦ καὶ μὲ λέξεις: <box>953 936 1218 982</box>
paragraph: Ἀθῆναι, τῇ 9 Νοεμβρίου. <box>155 1520 304 1535</box>
paragraph: Εἶτα ἀνενεώθησαν αἱ συζητήσεις τινὲς καὶ ἐγένοντο νέαι ἐπεισόδια. <box>1239 1693 1504 1723</box>
paragraph: Παπαρρηγόπουλος <box>172 1654 287 1669</box>
section-heading: ΠΕΝΘΙΜΟΙ ΠΑΡΕΛΑΣΕΙΣ <box>97 821 362 843</box>
paragraph: Ἀλλὰ ἔπειτα ματαξὺ τῶν μελῶν γίνονται θορυβώδεις σκηναί. <box>1239 1261 1504 1292</box>
program-title: Πρόγραμμα τῆς ἐκφορᾶς τοῦ νεκροῦ τοῦ ἀοιδίμου ἀντιναυάρχου καὶ βουλευτοῦ ΜΙΛΤΙΑΔΟΥ Κ. ΚΑΝΑΡΗ Μεγαλοσταύρου <box>382 895 647 989</box>
